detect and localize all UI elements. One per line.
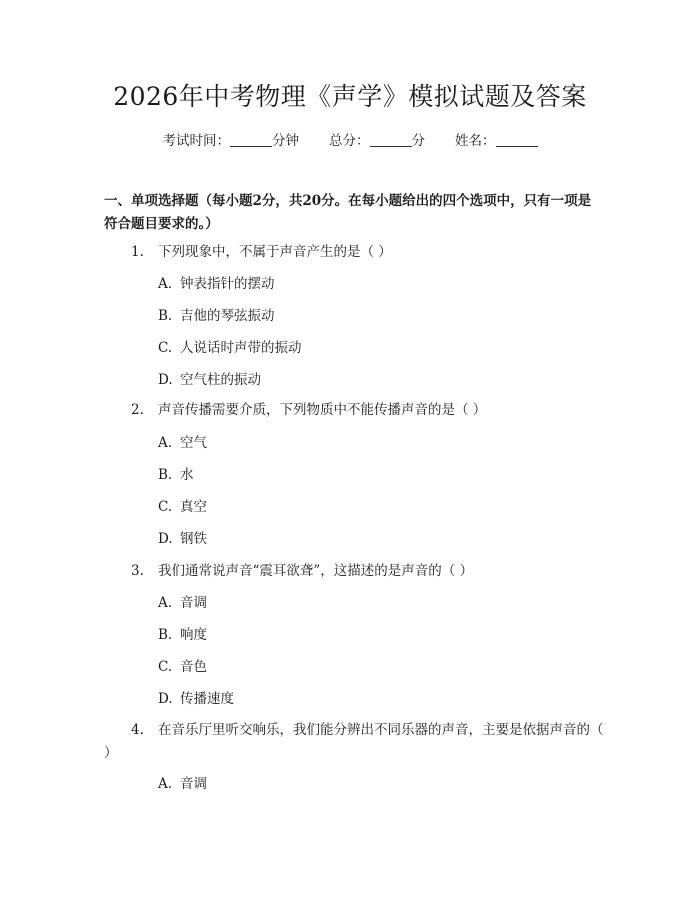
time-blank: [230, 132, 272, 147]
option-3b: [158, 625, 207, 645]
option-text: 传播速度: [180, 691, 234, 707]
option-text: 水: [180, 467, 194, 483]
option-letter: D.: [158, 691, 173, 707]
name-label: 姓名：: [455, 133, 496, 149]
option-3a: [158, 593, 207, 613]
section-heading: 一、单项选择题（每小题2分，共20分。在每小题给出的四个选项中，只有一项是符合题目要求的。）: [104, 193, 592, 232]
option-letter: A.: [158, 276, 173, 292]
question-1: [104, 241, 604, 264]
option-3d: [158, 689, 234, 709]
question-text: 声音传播需要介质，下列物质中不能传播声音的是（ ）: [158, 402, 487, 418]
option-text: 空气柱的振动: [180, 372, 261, 388]
option-text: 空气: [180, 435, 207, 451]
exam-meta: [0, 131, 700, 151]
option-text: 音色: [180, 659, 207, 675]
option-text: 人说话时声带的振动: [180, 340, 302, 356]
score-unit: 分: [411, 133, 425, 149]
option-letter: D.: [158, 372, 173, 388]
question-text: 在音乐厅里听交响乐，我们能分辨出不同乐器的声音，主要是依据声音的（ ）: [104, 722, 604, 761]
option-text: 音调: [180, 776, 207, 792]
question-text: 我们通常说声音“震耳欲聋”，这描述的是声音的（ ）: [158, 563, 474, 579]
option-1a: [158, 274, 275, 294]
option-1b: [158, 306, 275, 326]
name-blank: [496, 132, 538, 147]
option-2c: [158, 497, 207, 517]
option-2d: [158, 529, 207, 549]
option-letter: B.: [158, 627, 173, 643]
option-text: 音调: [180, 595, 207, 611]
option-letter: C.: [158, 499, 173, 515]
option-4a: [158, 774, 207, 794]
option-3c: [158, 657, 207, 677]
option-text: 钟表指针的摆动: [180, 276, 275, 292]
option-letter: A.: [158, 435, 173, 451]
option-letter: B.: [158, 308, 173, 324]
option-2b: [158, 465, 194, 485]
option-letter: A.: [158, 776, 173, 792]
question-number: 1.: [131, 244, 144, 260]
option-text: 钢铁: [180, 531, 207, 547]
question-2: [104, 399, 604, 422]
option-1c: [158, 338, 302, 358]
option-letter: A.: [158, 595, 173, 611]
option-letter: C.: [158, 340, 173, 356]
page-title: 2026年中考物理《声学》模拟试题及答案: [113, 82, 587, 111]
time-label: 考试时间：: [162, 133, 230, 149]
question-text: 下列现象中，不属于声音产生的是（ ）: [158, 244, 392, 260]
option-2a: [158, 433, 207, 453]
question-4: [104, 719, 604, 765]
question-3: [104, 560, 604, 583]
question-number: 3.: [131, 563, 144, 579]
option-letter: C.: [158, 659, 173, 675]
option-text: 真空: [180, 499, 207, 515]
score-label: 总分：: [329, 133, 370, 149]
option-1d: [158, 370, 261, 390]
option-text: 响度: [180, 627, 207, 643]
time-unit: 分钟: [272, 133, 299, 149]
option-letter: B.: [158, 467, 173, 483]
option-text: 吉他的琴弦振动: [180, 308, 275, 324]
score-blank: [370, 132, 412, 147]
question-number: 2.: [131, 402, 144, 418]
question-number: 4.: [131, 722, 144, 738]
option-letter: D.: [158, 531, 173, 547]
